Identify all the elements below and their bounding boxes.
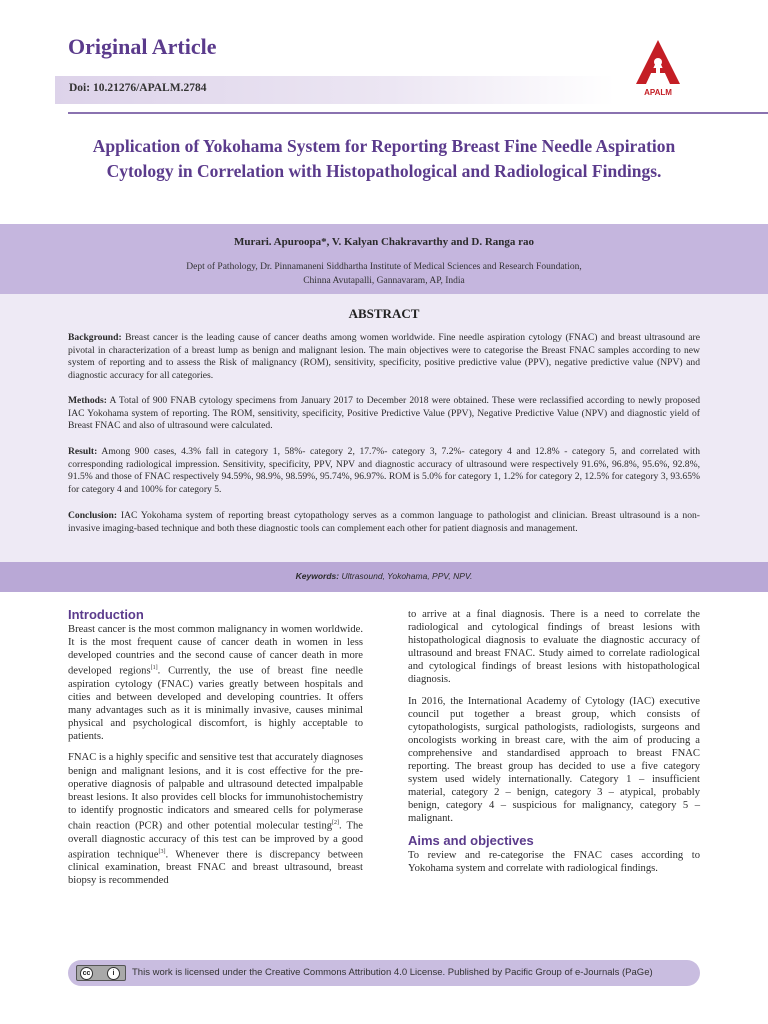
background-text: Breast cancer is the leading cause of cancer deaths among women worldwide. Fine needle aspiration cytology (FNAC) and breast ultrasound are pivotal in characterization of a breast lump as benign and malignant lesion. The main objectives were to categorise the Breast FNAC samples according to new system of reporting and to assess the Risk of malignancy (ROM), sensitivity, specificity, positive predictive value (PPV), negative predictive value (NPV) and diagnostic accuracy for all categories. [68, 332, 700, 381]
intro-paragraph-1 [68, 623, 363, 743]
license-footer [68, 960, 700, 986]
abstract-heading: ABSTRACT [348, 306, 420, 321]
citation-2: [2] [332, 819, 340, 826]
doi: Doi: 10.21276/APALM.2784 [69, 82, 207, 94]
body-column-left [68, 608, 363, 895]
page-header [0, 0, 768, 112]
attribution-icon: i [107, 967, 120, 980]
apalm-logo-icon [634, 38, 682, 88]
citation-3: [3] [158, 848, 166, 855]
intro-p2-text-c: . Whenever there is discrepancy between clinical examination, breast FNAC and breast ultrasound, breast biopsy is recommended [68, 849, 364, 887]
article-title: Application of Yokohama System for Reporting Breast Fine Needle Aspiration Cytology in Correlation with Histopathological and Radiological Findings. [92, 136, 676, 181]
intro-p1-text-b: . Currently, the use of breast fine needle aspiration cytology (FNAC) varies greatly between hospitals and cities and between developed and developing countries. It offers many advantages such as it is minimally invasive, causes minimal physical and psychological discomfort, is highly acceptable to patients. [68, 665, 364, 743]
conclusion-label: Conclusion: [68, 510, 118, 521]
abstract-result [68, 446, 700, 496]
abstract-background [68, 332, 700, 382]
keywords-label: Keywords: [295, 571, 340, 581]
affiliation-line-1: Dept of Pathology, Dr. Pinnamaneni Siddhartha Institute of Medical Sciences and Research Foundation, [186, 262, 582, 272]
article-type: Original Article [68, 34, 217, 59]
header-rule [68, 112, 768, 114]
affiliation [0, 260, 768, 288]
methods-text: A Total of 900 FNAB cytology specimens from January 2017 to December 2018 were obtained. These were reclassified according to newly proposed IAC Yokohama system of reporting. The ROM, sensitivity, specificity, Positive Predictive Value (PPV), Negative Predictive Value (NPV) and diagnostic yield of Breast FNAC and also of ultrasound were calculated. [68, 395, 700, 431]
affiliation-line-2: Chinna Avutapalli, Gannavaram, AP, India [303, 276, 465, 286]
introduction-heading: Introduction [68, 607, 144, 622]
cc-by-badge[interactable] [76, 965, 126, 981]
right-paragraph-2: In 2016, the International Academy of Cytology (IAC) executive council put together a breast group, which consists of cytopathologists, surgical pathologists, radiologists, surgeons and oncologists working in breast care, with the aim of producing a comprehensive and standardised approach to breast FNAC reporting. The breast group has decided to use a five category system used widely internationally. Category 1 – insufficient material, category 2 – benign, category 3 – atypical, probably benign, category 4 – suspicious for malignancy, category 5 – malignant. [408, 695, 700, 825]
license-text: This work is licensed under the Creative Commons Attribution 4.0 License. Published by Pacific Group of e-Journals (PaGe) [132, 967, 653, 978]
body-column-right [408, 608, 700, 883]
citation-1: [1] [150, 665, 158, 672]
aims-paragraph: To review and re-categorise the FNAC cases according to Yokohama system and correlate with radiological findings. [408, 849, 700, 874]
right-paragraph-1: to arrive at a final diagnosis. There is a need to correlate the radiological and cytological findings of breast lesions with histopathological diagnosis to evaluate the diagnostic accuracy of ultrasound and breast FNAC. Study aimed to correlate radiological and cytological findings of breast lesions with histopathological diagnosis. [408, 609, 700, 686]
intro-paragraph-2 [68, 751, 363, 887]
background-label: Background: [68, 332, 122, 343]
methods-label: Methods: [68, 395, 107, 406]
intro-p1-text-a: Breast cancer is the most common malignancy in women worldwide. It is the most frequent cause of cancer death in women in less developed countries and the second cause of cancer death in more developed regions [68, 624, 363, 677]
authors-band [0, 224, 768, 294]
keywords-text: Ultrasound, Yokohama, PPV, NPV. [339, 571, 473, 581]
abstract-conclusion [68, 510, 700, 535]
doi-bar [55, 76, 615, 104]
logo-text: APALM [644, 88, 672, 97]
keywords [0, 571, 768, 581]
apalm-logo [634, 38, 682, 102]
intro-p2-text-b: . The overall diagnostic accuracy of this test can be improved by a good aspiration technique [68, 820, 363, 861]
conclusion-text: IAC Yokohama system of reporting breast cytopathology serves as a common language to pathologist and clinician. Breast ultrasound is a non-invasive imaging-based technique and both these diagnostic tools can complement each other for patient diagnosis and management. [68, 510, 700, 534]
abstract-methods [68, 395, 700, 433]
result-label: Result: [68, 446, 98, 457]
cc-icon: cc [80, 967, 93, 980]
intro-p2-text-a: FNAC is a highly specific and sensitive test that accurately diagnoses benign and malignant lesions, and it is cost effective for the pre-operative diagnosis of palpable and ultrasound detected impalpable breast lesions. It also provides cell blocks for immunohistochemistry to identify prognostic indicators and smeared cells for polymerase chain reaction (PCR) and other potential molecular testing [68, 752, 363, 832]
aims-heading: Aims and objectives [408, 832, 534, 848]
keywords-band [0, 562, 768, 592]
authors: Murari. Apuroopa*, V. Kalyan Chakravarthy and D. Ranga rao [233, 236, 535, 248]
abstract-section [0, 294, 768, 562]
result-text: Among 900 cases, 4.3% fall in category 1, 58%- category 2, 17.7%- category 3, 7.2%- category 4 and 12.8% - category 5, and correlated with corresponding radiological impression. Sensitivity, specificity, PPV, NPV and diagnostic accuracy of ultrasound were respectively 91.6%, 96.8%, 95.6%, 92.8%, 91.5% and those of FNAC respectively 94.59%, 98.9%, 98.59%, 95.74%, 96.97%. ROM is 5.0% for category 1, 1.2% for category 2, 12.5% for category 3, 93.65% for category 4 and 100% for category 5. [68, 446, 700, 495]
